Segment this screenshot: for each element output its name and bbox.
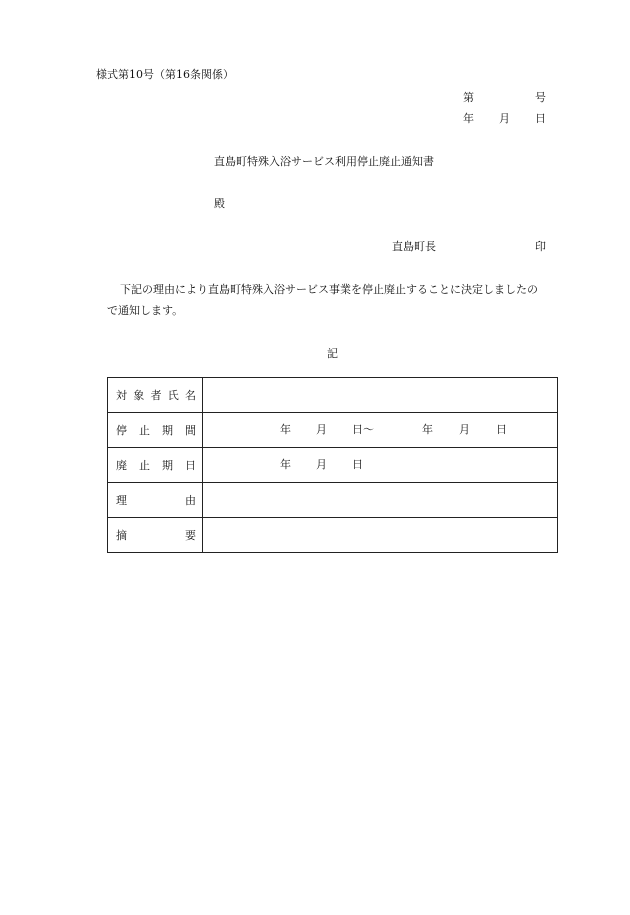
- label-char: 止: [139, 459, 150, 472]
- label-char: 要: [185, 529, 196, 542]
- label-char: 日: [185, 459, 196, 472]
- label-char: 象: [133, 389, 145, 402]
- label-char: 廃: [116, 459, 127, 472]
- doc-number-prefix: 第: [463, 91, 474, 104]
- body-text-line1: 下記の理由により直島町特殊入浴サービス事業を停止廃止することに決定しましたの: [120, 283, 538, 296]
- abolition-month: 月: [316, 458, 327, 471]
- label-subject-name: [108, 378, 203, 413]
- table-row: [108, 413, 558, 448]
- label-char: 由: [185, 494, 196, 507]
- abolition-day: 日: [352, 458, 363, 471]
- doc-number-suffix: 号: [535, 91, 546, 104]
- record-table: [107, 377, 558, 553]
- period-end-month: 月: [459, 423, 470, 436]
- label-char: 摘: [116, 529, 127, 542]
- subject-name-field[interactable]: [203, 378, 558, 413]
- label-char: 対: [116, 389, 127, 402]
- date-day: 日: [535, 112, 546, 125]
- label-abolition-date: [108, 448, 203, 483]
- label-reason: [108, 483, 203, 518]
- table-row: [108, 378, 558, 413]
- remarks-field[interactable]: [203, 518, 558, 553]
- date-year: 年: [463, 112, 474, 125]
- label-char: 理: [116, 494, 127, 507]
- issuer-name: 直島町長: [392, 240, 436, 253]
- table-row: [108, 483, 558, 518]
- body-text-line2: で通知します。: [107, 304, 184, 317]
- document-title: 直島町特殊入浴サービス利用停止廃止通知書: [214, 155, 434, 168]
- table-row: [108, 518, 558, 553]
- period-end-day: 日: [496, 423, 507, 436]
- period-start-month: 月: [316, 423, 327, 436]
- label-char: 名: [185, 389, 196, 402]
- label-suspension-period: [108, 413, 203, 448]
- label-char: 止: [139, 424, 150, 437]
- label-char: 者: [150, 389, 162, 402]
- period-start-year: 年: [280, 423, 291, 436]
- label-char: 期: [162, 424, 173, 437]
- date-month: 月: [499, 112, 510, 125]
- label-char: 期: [162, 459, 173, 472]
- table-row: [108, 448, 558, 483]
- addressee-suffix: 殿: [214, 197, 225, 210]
- label-char: 停: [116, 424, 127, 437]
- label-remarks: [108, 518, 203, 553]
- label-char: 氏: [167, 389, 179, 402]
- suspension-period-field[interactable]: [203, 413, 558, 448]
- period-end-year: 年: [422, 423, 433, 436]
- period-start-day: 日〜: [352, 423, 374, 436]
- form-number: 様式第10号（第16条関係）: [96, 68, 234, 81]
- abolition-date-field[interactable]: [203, 448, 558, 483]
- abolition-year: 年: [280, 458, 291, 471]
- label-char: 間: [185, 424, 196, 437]
- reason-field[interactable]: [203, 483, 558, 518]
- note-heading: 記: [327, 347, 338, 360]
- issuer-seal: 印: [535, 240, 546, 253]
